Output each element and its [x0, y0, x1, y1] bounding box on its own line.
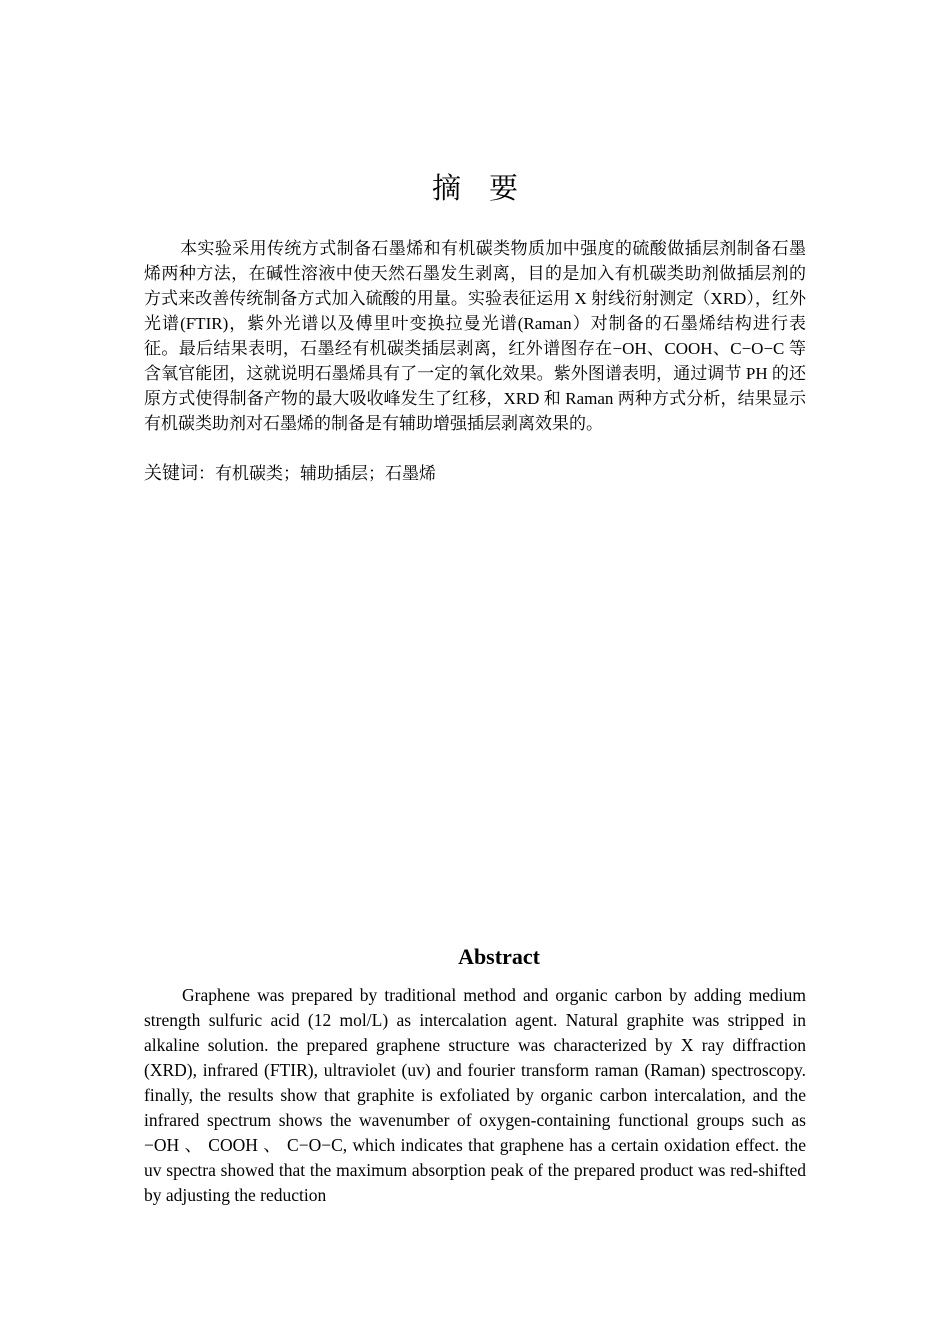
- english-abstract-title: Abstract: [458, 944, 540, 969]
- keywords-list: 有机碳类；辅助插层；石墨烯: [215, 464, 436, 483]
- keywords-label: 关键词: [144, 463, 198, 484]
- chinese-abstract-title: 摘要: [431, 171, 546, 205]
- chinese-keywords: [144, 461, 806, 486]
- keywords-colon: ：: [198, 464, 215, 483]
- english-abstract-body: Graphene was prepared by traditional method and organic carbon by adding medium strength sulfuric acid (12 mol/L) as intercalation agent. Natural graphite was stripped in alkaline solution. the prepared graphene structure was characterized by X ray diffraction (XRD), infrared (FTIR), ultraviolet (uv) and fourier transform raman (Raman) spectroscopy. finally, the results show that graphite is exfoliated by organic carbon intercalation, and the infrared spectrum shows the wavenumber of oxygen-containing functional groups such as −OH 、 COOH 、 C−O−C, which indicates that graphene has a certain oxidation effect. the uv spectra showed that the maximum absorption peak of the prepared product was red-shifted by adjusting the reduction: [144, 985, 806, 1205]
- chinese-abstract-body: 本实验采用传统方式制备石墨烯和有机碳类物质加中强度的硫酸做插层剂制备石墨烯两种方法，在碱性溶液中使天然石墨发生剥离，目的是加入有机碳类助剂做插层剂的方式来改善传统制备方式加入硫酸的用量。实验表征运用 X 射线衍射测定（XRD），红外光谱(FTIR)，紫外光谱以及傅里叶变换拉曼光谱(Raman）对制备的石墨烯结构进行表征。最后结果表明，石墨经有机碳类插层剥离，红外谱图存在−OH、COOH、C−O−C 等含氧官能团，这就说明石墨烯具有了一定的氧化效果。紫外图谱表明，通过调节 PH 的还原方式使得制备产物的最大吸收峰发生了红移，XRD 和 Raman 两种方式分析，结果显示有机碳类助剂对石墨烯的制备是有辅助增强插层剥离效果的。: [144, 239, 806, 433]
